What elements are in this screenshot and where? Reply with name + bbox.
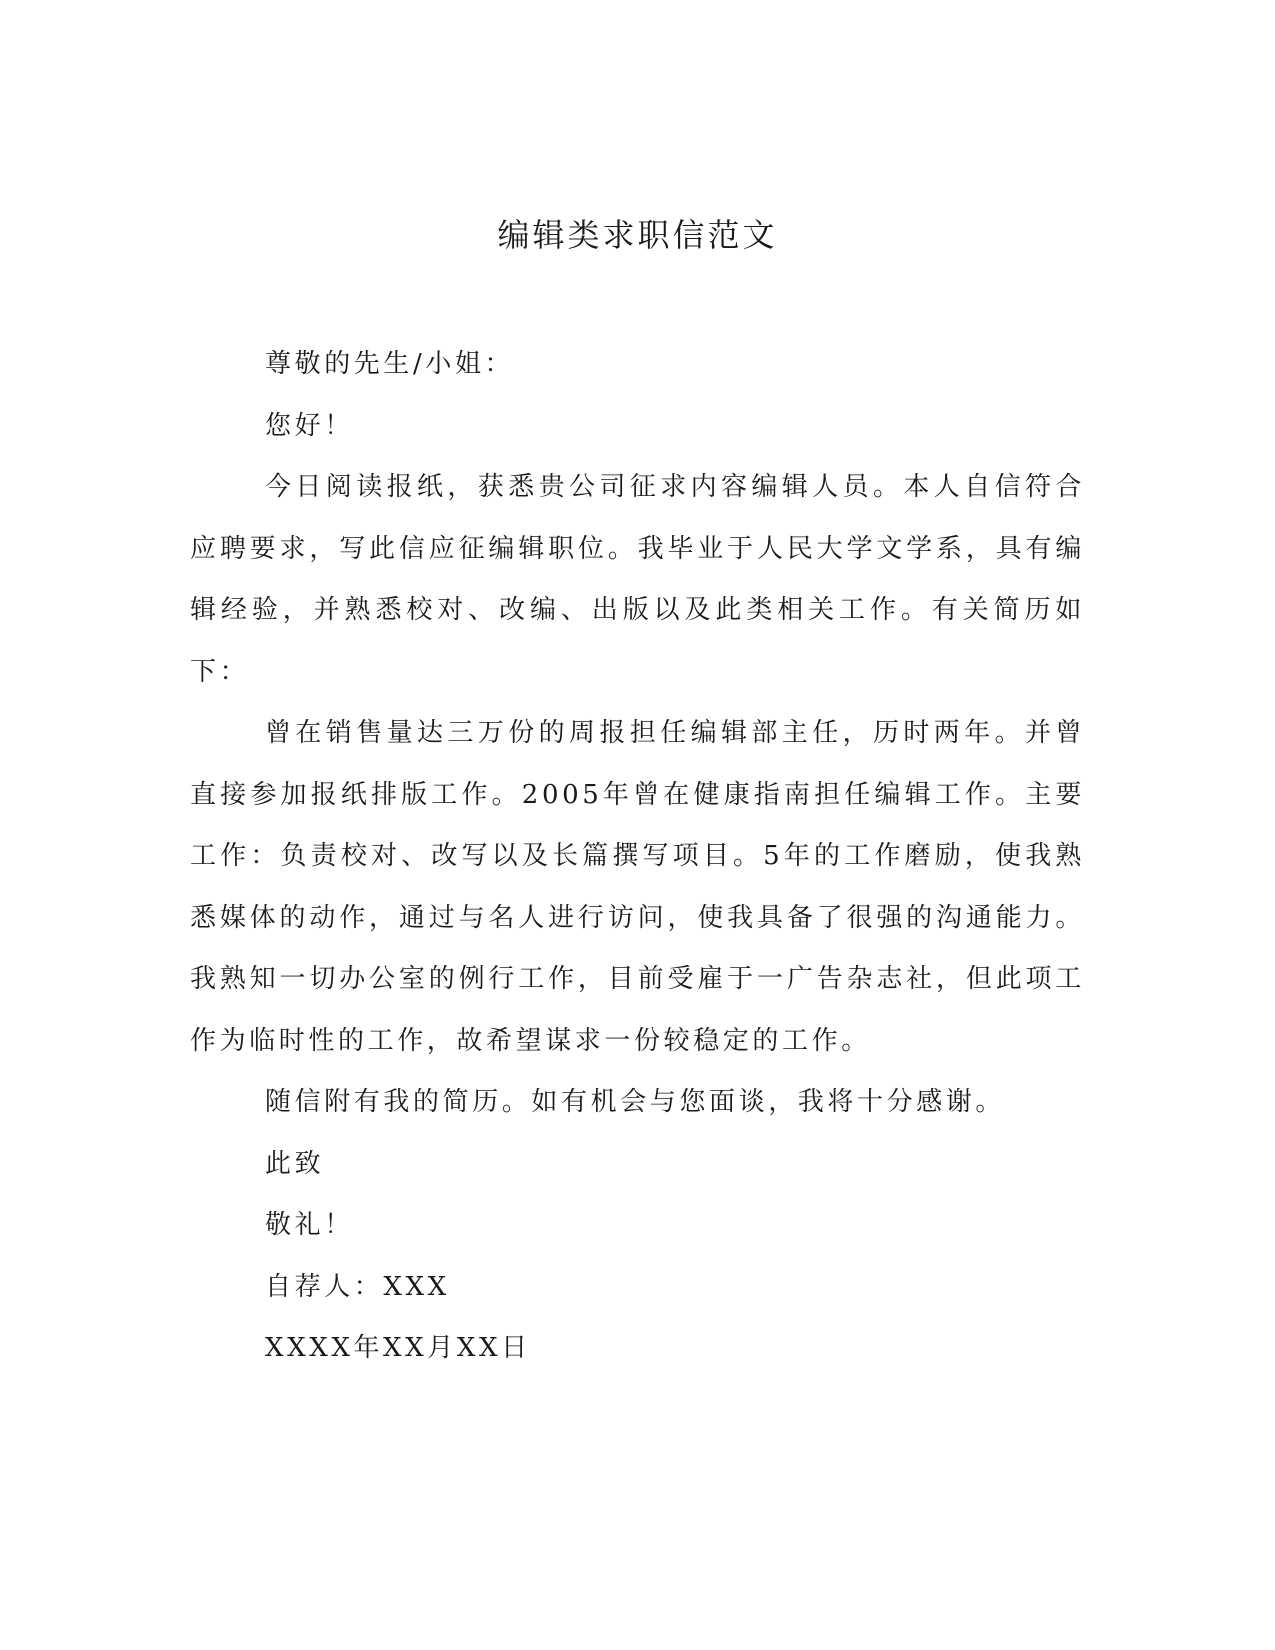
closing-line-1: 此致 <box>265 1148 325 1179</box>
body-paragraph-2: 曾在销售量达三万份的周报担任编辑部主任，历时两年。并曾直接参加报纸排版工作。2005年曾在健康指南担任编辑工作。主要工作：负责校对、改写以及长篇撰写项目。5年的工作磨励，使我熟悉媒体的动作，通过与名人进行访问，使我具备了很强的沟通能力。我熟知一切办公室的例行工作，目前受雇于一广告杂志社，但此项工作为临时性的工作，故希望谋求一份较稳定的工作。 <box>190 718 1085 1056</box>
letter-body <box>190 334 1085 1380</box>
greeting: 您好！ <box>265 410 354 441</box>
document-title: 编辑类求职信范文 <box>497 216 778 254</box>
date: XXXX年XX月XX日 <box>265 1333 531 1363</box>
salutation: 尊敬的先生/小姐： <box>265 349 515 379</box>
closing-line-2: 敬礼！ <box>265 1210 354 1240</box>
body-paragraph-1: 今日阅读报纸，获悉贵公司征求内容编辑人员。本人自信符合应聘要求，写此信应征编辑职位。我毕业于人民大学文学系，具有编辑经验，并熟悉校对、改编、出版以及此类相关工作。有关简历如下： <box>190 472 1085 687</box>
body-paragraph-3: 随信附有我的简历。如有机会与您面谈，我将十分感谢。 <box>265 1087 1006 1117</box>
signature: 自荐人：XXX <box>265 1271 450 1302</box>
